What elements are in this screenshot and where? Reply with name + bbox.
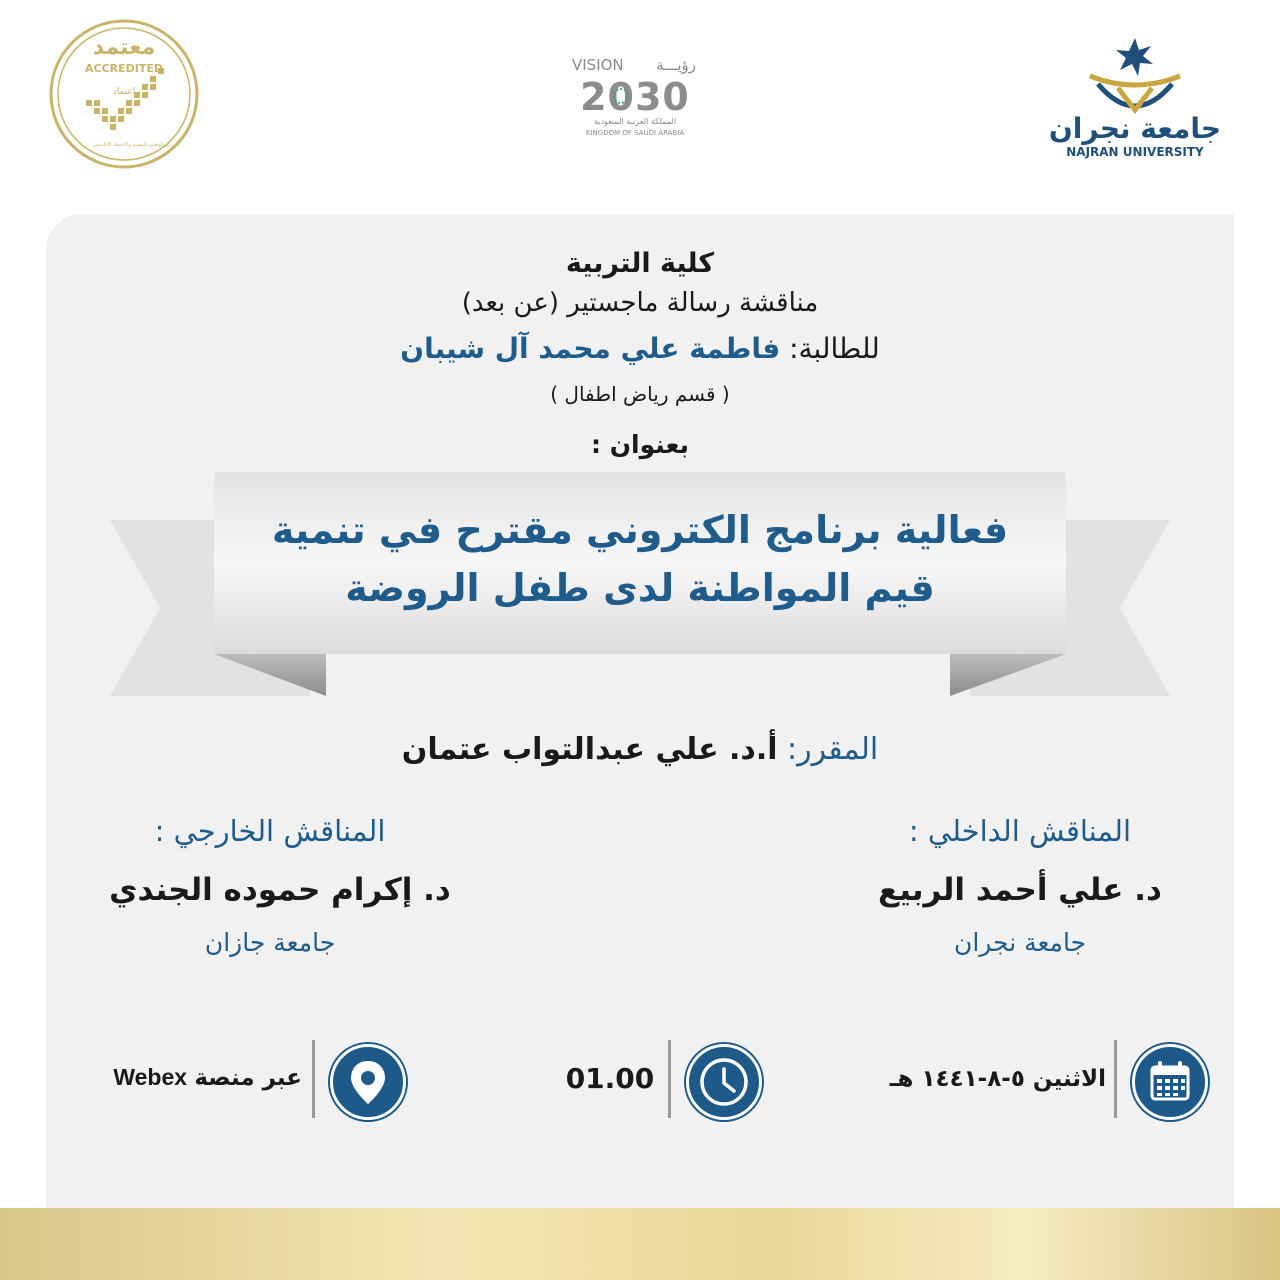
student-line xyxy=(300,332,980,365)
svg-text:المملكة العربية السعودية: المملكة العربية السعودية xyxy=(593,117,677,126)
supervisor-label: المقرر: xyxy=(787,732,879,767)
platform-label: عبر منصة xyxy=(194,1065,302,1091)
student-name: فاطمة علي محمد آل شيبان xyxy=(400,332,781,365)
location-pin-icon xyxy=(330,1044,406,1120)
college-name: كلية التربية xyxy=(565,248,715,279)
svg-text:ACCREDITED: ACCREDITED xyxy=(84,62,164,75)
external-examiner-label: المناقش الخارجي : xyxy=(154,814,386,848)
najran-university-logo xyxy=(1040,36,1230,160)
divider-platform xyxy=(312,1040,315,1118)
title-label: بعنوان : xyxy=(591,430,689,459)
svg-text:2030: 2030 xyxy=(580,75,690,119)
svg-text:KINGDOM OF SAUDI ARABIA: KINGDOM OF SAUDI ARABIA xyxy=(585,129,685,137)
department: ( قسم رياض اطفال ) xyxy=(550,382,730,406)
divider-time xyxy=(668,1040,671,1118)
thesis-title-line2: قيم المواطنة لدى طفل الروضة xyxy=(345,566,935,610)
svg-text:جامعة نجران: جامعة نجران xyxy=(1048,112,1222,145)
event-title: مناقشة رسالة ماجستير (عن بعد) xyxy=(461,288,819,318)
svg-text:معتمد: معتمد xyxy=(92,35,156,60)
internal-examiner-name: د. علي أحمد الربيع xyxy=(878,872,1162,908)
svg-text:اعتماد: اعتماد xyxy=(112,87,136,97)
svg-text:NAJRAN UNIVERSITY: NAJRAN UNIVERSITY xyxy=(1066,145,1204,159)
platform-name: Webex xyxy=(113,1064,188,1090)
internal-examiner-university: جامعة نجران xyxy=(953,928,1087,957)
accredited-seal-logo xyxy=(48,18,200,170)
student-label: للطالبة: xyxy=(789,332,880,365)
thesis-title-line1: فعالية برنامج الكتروني مقترح في تنمية xyxy=(271,508,1009,552)
internal-examiner-label: المناقش الداخلي : xyxy=(908,814,1132,848)
svg-text:VISION: VISION xyxy=(572,56,624,74)
external-examiner-university: جامعة جازان xyxy=(204,928,336,957)
event-platform xyxy=(70,1064,302,1091)
clock-icon xyxy=(686,1044,762,1120)
external-examiner-name: د. إكرام حموده الجندي xyxy=(109,872,451,908)
calendar-icon xyxy=(1132,1044,1208,1120)
supervisor-line xyxy=(340,732,940,767)
svg-text:رؤيـــة: رؤيـــة xyxy=(656,56,696,74)
supervisor-name: أ.د. علي عبدالتواب عتمان xyxy=(401,732,778,767)
svg-text:المركز الوطني للتقويم والاعتما: المركز الوطني للتقويم والاعتماد الأكاديمي xyxy=(92,142,180,148)
divider-date xyxy=(1114,1040,1117,1118)
event-time: 01.00 xyxy=(565,1062,655,1095)
footer-gold-band xyxy=(0,1208,1280,1280)
event-date: الاثنين ٥-٨-١٤٤١ هـ xyxy=(889,1066,1106,1092)
vision-2030-logo xyxy=(560,48,710,144)
